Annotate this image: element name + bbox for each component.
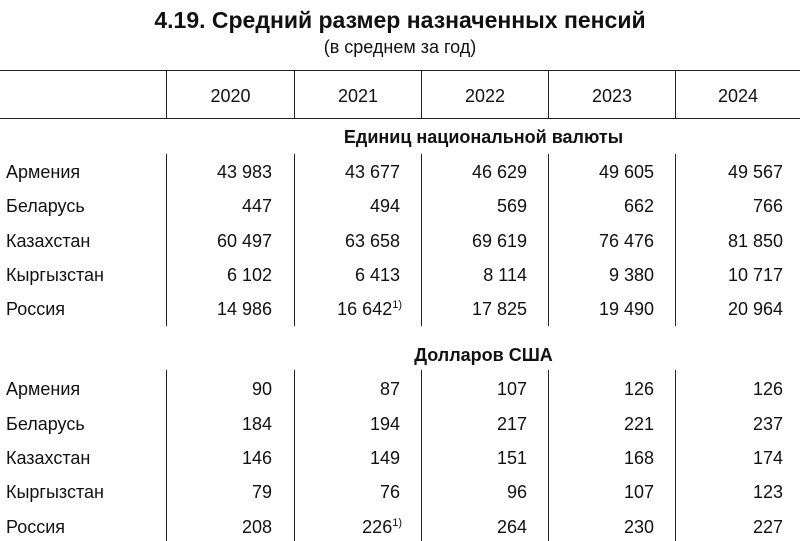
- year-header: 2024: [717, 86, 759, 106]
- country-label: Кыргызстан: [6, 265, 104, 285]
- value-cell: 6 102: [226, 265, 272, 285]
- section-heading: Единиц национальной валюты: [343, 127, 624, 147]
- value-cell: 168: [623, 448, 654, 468]
- country-label: Беларусь: [6, 196, 85, 216]
- country-label: Армения: [6, 162, 81, 182]
- value-cell: 8 114: [483, 265, 527, 285]
- value-cell: 123: [752, 482, 783, 502]
- value-cell: 69 619: [471, 231, 527, 251]
- value-cell: 20 964: [727, 299, 783, 319]
- value-cell: 184: [241, 414, 272, 434]
- section-heading: Долларов США: [414, 345, 553, 365]
- year-header: 2023: [591, 86, 633, 106]
- country-label: Армения: [6, 379, 81, 399]
- value-cell: 10 717: [727, 265, 783, 285]
- value-cell: 43 677: [344, 162, 400, 182]
- country-label: Казахстан: [6, 448, 91, 468]
- value-cell: 126: [623, 379, 654, 399]
- country-label: Казахстан: [6, 231, 91, 251]
- value-cell: 81 850: [727, 231, 783, 251]
- year-header: 2020: [210, 86, 251, 106]
- value-cell: 90: [251, 379, 272, 399]
- country-label: Россия: [6, 299, 66, 319]
- value-cell: 63 658: [344, 231, 400, 251]
- value-cell: 146: [241, 448, 272, 468]
- value-text: 226: [362, 517, 393, 537]
- value-cell: 208: [241, 517, 272, 537]
- value-cell: 96: [506, 482, 527, 502]
- value-cell: 227: [752, 517, 783, 537]
- value-cell: 662: [623, 196, 654, 216]
- value-cell: 264: [496, 517, 527, 537]
- value-cell: 60 497: [216, 231, 272, 251]
- table-header-rule: [0, 118, 800, 119]
- value-cell: 49 605: [598, 162, 654, 182]
- value-cell: 9 380: [608, 265, 654, 285]
- value-cell: 76 476: [598, 231, 654, 251]
- value-cell: 151: [496, 448, 527, 468]
- value-cell: 19 490: [598, 299, 654, 319]
- value-cell: 17 825: [471, 299, 527, 319]
- value-text: 16 642: [337, 299, 393, 319]
- value-cell: 107: [496, 379, 527, 399]
- value-cell: 46 629: [471, 162, 527, 182]
- value-cell: 6 413: [354, 265, 400, 285]
- value-cell: 230: [623, 517, 654, 537]
- value-cell: 494: [369, 196, 400, 216]
- value-cell: 76: [379, 482, 400, 502]
- table-title: 4.19. Средний размер назначенных пенсий: [154, 7, 646, 33]
- value-cell: 569: [496, 196, 527, 216]
- value-cell: 149: [369, 448, 400, 468]
- value-cell: 79: [251, 482, 272, 502]
- table-subtitle: (в среднем за год): [323, 37, 477, 57]
- value-cell: 43 983: [216, 162, 272, 182]
- value-cell: 194: [369, 414, 400, 434]
- value-cell: 107: [623, 482, 654, 502]
- value-cell: 174: [752, 448, 783, 468]
- year-header: 2021: [337, 86, 379, 106]
- value-cell: 126: [752, 379, 783, 399]
- value-cell: 221: [623, 414, 654, 434]
- footnote-mark: 1): [392, 299, 402, 311]
- value-cell: 447: [241, 196, 272, 216]
- value-cell-with-footnote: [295, 515, 402, 539]
- table-top-rule: [0, 70, 800, 71]
- country-label: Россия: [6, 517, 66, 537]
- country-label: Беларусь: [6, 414, 85, 434]
- value-cell: 49 567: [727, 162, 783, 182]
- footnote-mark: 1): [392, 517, 402, 529]
- value-cell: 14 986: [216, 299, 272, 319]
- year-header: 2022: [464, 86, 506, 106]
- value-cell: 87: [379, 379, 400, 399]
- value-cell-with-footnote: [295, 297, 402, 321]
- value-cell: 237: [752, 414, 783, 434]
- country-label: Кыргызстан: [6, 482, 104, 502]
- value-cell: 766: [752, 196, 783, 216]
- value-cell: 217: [496, 414, 527, 434]
